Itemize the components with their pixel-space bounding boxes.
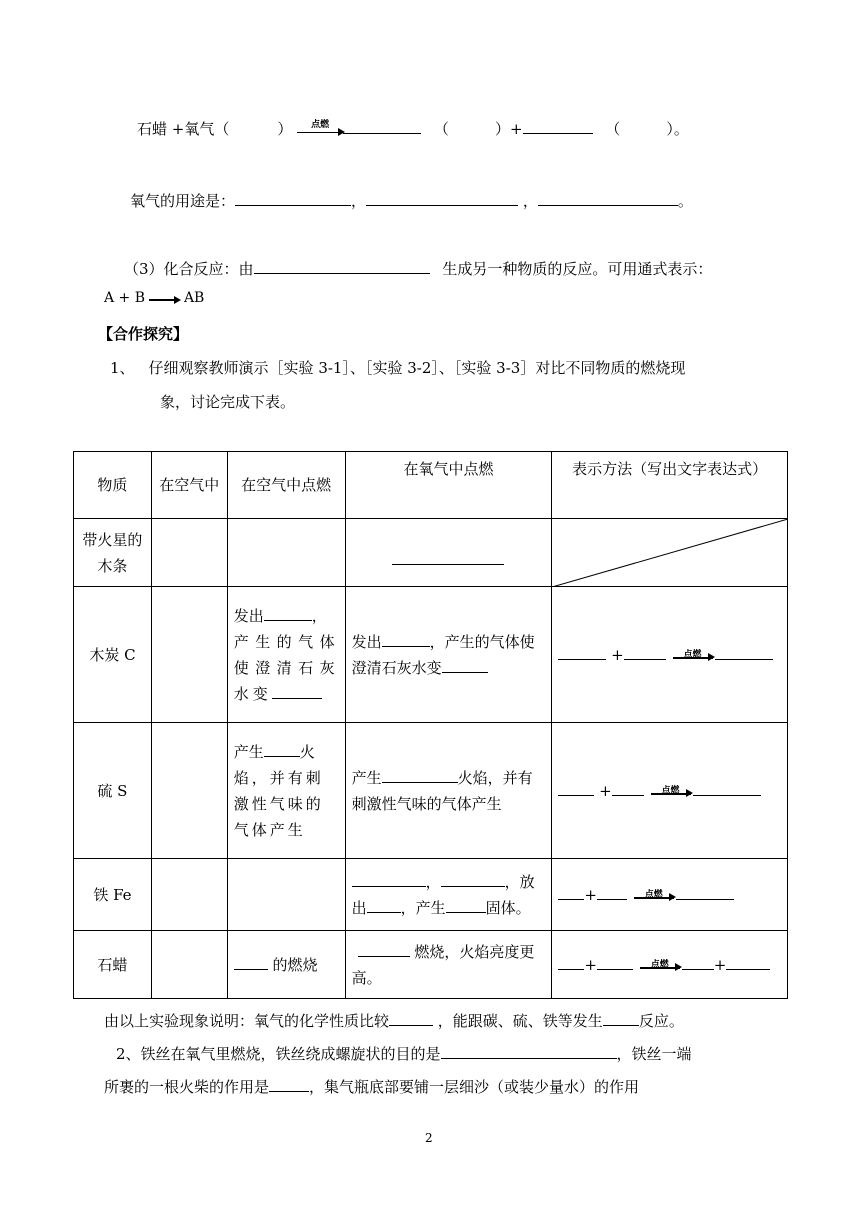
blank[interactable] <box>624 645 666 660</box>
diagonal-slash-icon <box>552 519 788 587</box>
blank[interactable] <box>269 1077 309 1092</box>
ignite-arrow: 点燃 <box>673 653 713 659</box>
blank[interactable] <box>358 942 410 957</box>
substance-iron: 铁 Fe <box>74 859 152 931</box>
blank[interactable] <box>441 872 505 887</box>
ignite-arrow: 点燃 <box>297 128 343 133</box>
page-number: 2 <box>425 1131 433 1145</box>
blank[interactable] <box>382 632 430 647</box>
arrow-icon <box>149 295 179 301</box>
blank[interactable] <box>597 885 627 900</box>
paraffin-equation: 石蜡 +氧气（ ） 点燃 （ ）+ （ ）。 <box>137 119 689 138</box>
combination-reaction: （3）化合反应：由 生成另一种物质的反应。可用通式表示： <box>124 260 713 278</box>
blank[interactable] <box>538 191 678 206</box>
blank[interactable] <box>442 658 488 673</box>
table-row: 硫 S 产生 火焰，并有刺激性气味的气体产生 产生 火焰，并有刺激性气味的气体产生 + 点燃 <box>74 723 788 859</box>
substance-charcoal: 木炭 C <box>74 587 152 723</box>
table-row: 铁 Fe ， ，放出 ，产生 固体。 + 点燃 <box>74 859 788 931</box>
blank[interactable] <box>235 191 351 206</box>
blank[interactable] <box>612 781 644 796</box>
table-row: 木炭 C 发出 ， 产生的气体使澄清石灰水变 发出 ，产生的气体使澄清石灰水变 + 点燃 <box>74 587 788 723</box>
blank[interactable] <box>254 259 430 274</box>
expression-cell: + 点燃 <box>552 587 788 723</box>
substance-wooden-splint: 带火星的木条 <box>74 519 152 587</box>
blank[interactable] <box>441 1044 617 1059</box>
header-in-air: 在空气中 <box>151 452 227 519</box>
ignite-arrow: 点燃 <box>640 963 680 969</box>
answer-cell[interactable] <box>151 519 227 587</box>
blank[interactable] <box>603 1011 639 1026</box>
expression-cell: + 点燃 <box>552 859 788 931</box>
ignite-arrow: 点燃 <box>634 893 674 899</box>
header-burn-in-air: 在空气中点燃 <box>227 452 345 519</box>
header-expression: 表示方法（写出文字表达式） <box>552 452 788 519</box>
blank[interactable] <box>392 550 504 565</box>
blank[interactable] <box>367 898 401 913</box>
answer-cell[interactable] <box>151 723 227 859</box>
blank[interactable] <box>272 684 322 699</box>
blank[interactable] <box>682 955 714 970</box>
blank[interactable] <box>523 119 593 134</box>
blank[interactable] <box>597 955 633 970</box>
answer-cell[interactable] <box>151 859 227 931</box>
blank[interactable] <box>558 885 584 900</box>
answer-cell[interactable] <box>151 931 227 999</box>
blank[interactable] <box>558 781 594 796</box>
answer-cell[interactable] <box>227 859 345 931</box>
ignite-arrow: 点燃 <box>651 789 691 795</box>
table-row: 石蜡 的燃烧 燃烧，火焰亮度更高。 + 点燃 + <box>74 931 788 999</box>
answer-cell[interactable] <box>151 587 227 723</box>
expression-cell: + 点燃 <box>552 723 788 859</box>
combustion-table <box>73 451 788 999</box>
blank[interactable] <box>264 742 300 757</box>
blank[interactable] <box>715 645 773 660</box>
blank[interactable] <box>234 955 268 970</box>
general-formula: A + B AB <box>104 290 205 306</box>
blank[interactable] <box>382 768 458 783</box>
header-substance: 物质 <box>74 452 152 519</box>
substance-paraffin: 石蜡 <box>74 931 152 999</box>
table-header-row <box>74 452 788 519</box>
blank[interactable] <box>352 872 426 887</box>
question-1-line1: 1、 仔细观察教师演示［实验 3-1］、［实验 3-2］、［实验 3-3］对比不同物质的燃烧现 <box>110 359 686 377</box>
blank[interactable] <box>389 1011 433 1026</box>
blank[interactable] <box>558 955 584 970</box>
slashed-cell <box>552 519 788 587</box>
header-burn-in-oxygen: 在氧气中点燃 <box>345 452 552 519</box>
blank[interactable] <box>366 191 518 206</box>
question-1-line2: 象，讨论完成下表。 <box>160 393 296 411</box>
blank[interactable] <box>343 119 421 134</box>
answer-cell[interactable] <box>227 519 345 587</box>
blank[interactable] <box>264 606 312 621</box>
question-2-line1: 2、铁丝在氧气里燃烧，铁丝绕成螺旋状的目的是 ，铁丝一端 <box>116 1045 692 1063</box>
question-2-line2: 所裹的一根火柴的作用是 ，集气瓶底部要铺一层细沙（或装少量水）的作用 <box>104 1078 640 1096</box>
oxygen-uses: 氧气的用途是： ， ， 。 <box>130 192 693 210</box>
substance-sulfur: 硫 S <box>74 723 152 859</box>
blank[interactable] <box>726 955 770 970</box>
section-title: 【合作探究】 <box>98 325 189 343</box>
conclusion: 由以上实验现象说明：氧气的化学性质比较 ，能跟碳、硫、铁等发生 反应。 <box>104 1012 684 1030</box>
table-row <box>74 519 788 587</box>
expression-cell: + 点燃 + <box>552 931 788 999</box>
blank[interactable] <box>446 898 486 913</box>
blank[interactable] <box>676 885 734 900</box>
blank[interactable] <box>693 781 761 796</box>
blank[interactable] <box>558 645 606 660</box>
